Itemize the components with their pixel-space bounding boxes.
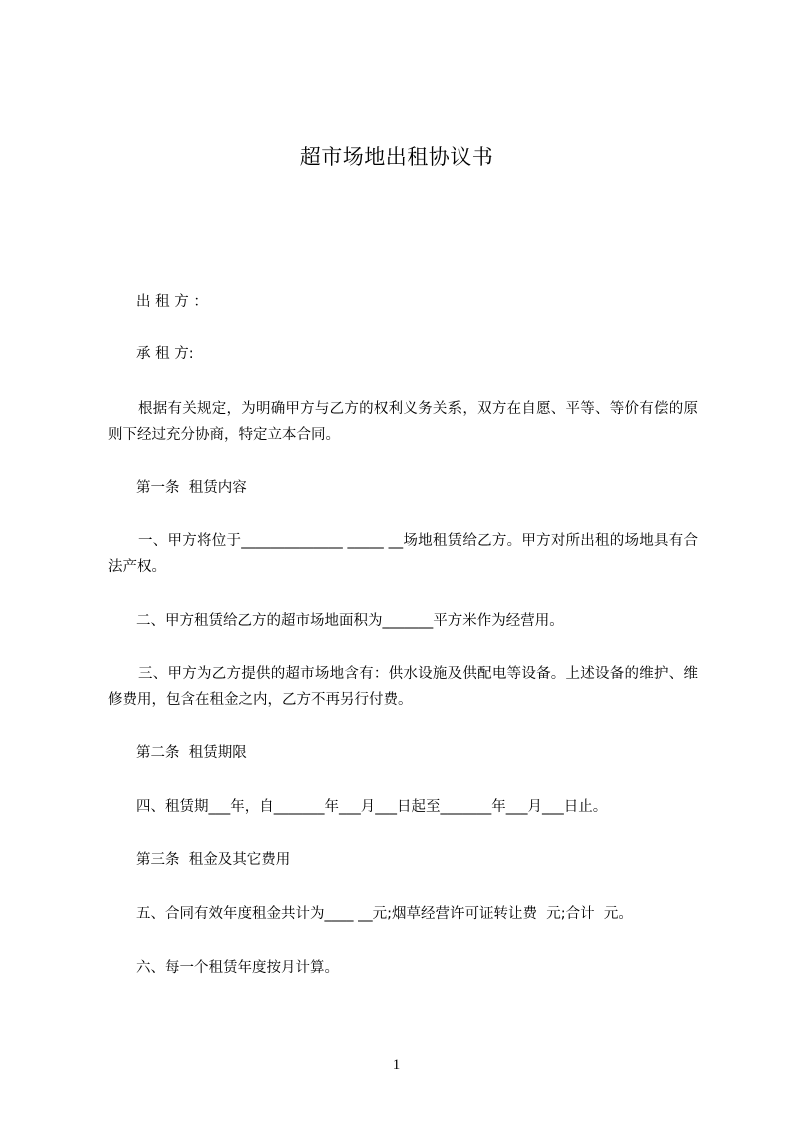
preamble-text: 根据有关规定，为明确甲方与乙方的权利义务关系，双方在自愿、平等、等价有偿的原则下经过充分协商，特定立本合同。 [108, 401, 698, 443]
lessee-label: 承 租 方: [136, 346, 194, 362]
clause-4: 四、租赁期___年，自_______年___月___日起至_______年___月___日止。 [136, 799, 608, 815]
clause-3-paragraph [108, 661, 698, 713]
article-2-heading: 第二条 租赁期限 [136, 745, 247, 761]
article-3-heading: 第三条 租金及其它费用 [136, 852, 291, 868]
article-1-heading: 第一条 租赁内容 [136, 480, 247, 496]
clause-1-text: 一、甲方将位于______________ _____ __场地租赁给乙方。甲方对所出租的场地具有合法产权。 [108, 533, 698, 575]
clause-5: 五、合同有效年度租金共计为____ __元;烟草经营许可证转让费 元;合计 元。 [136, 906, 633, 922]
clause-2: 二、甲方租赁给乙方的超市场地面积为_______平方米作为经营用。 [136, 613, 564, 629]
clause-1-paragraph [108, 528, 698, 580]
clause-3-text: 三、甲方为乙方提供的超市场地含有：供水设施及供配电等设备。上述设备的维护、维修费用，包含在租金之内，乙方不再另行付费。 [108, 666, 698, 708]
preamble-paragraph [108, 396, 698, 448]
clause-6: 六、每一个租赁年度按月计算。 [136, 960, 339, 976]
page-number: 1 [392, 1057, 401, 1073]
lessor-label: 出 租 方 ： [136, 294, 208, 310]
page-title: 超市场地出租协议书 [299, 145, 494, 169]
